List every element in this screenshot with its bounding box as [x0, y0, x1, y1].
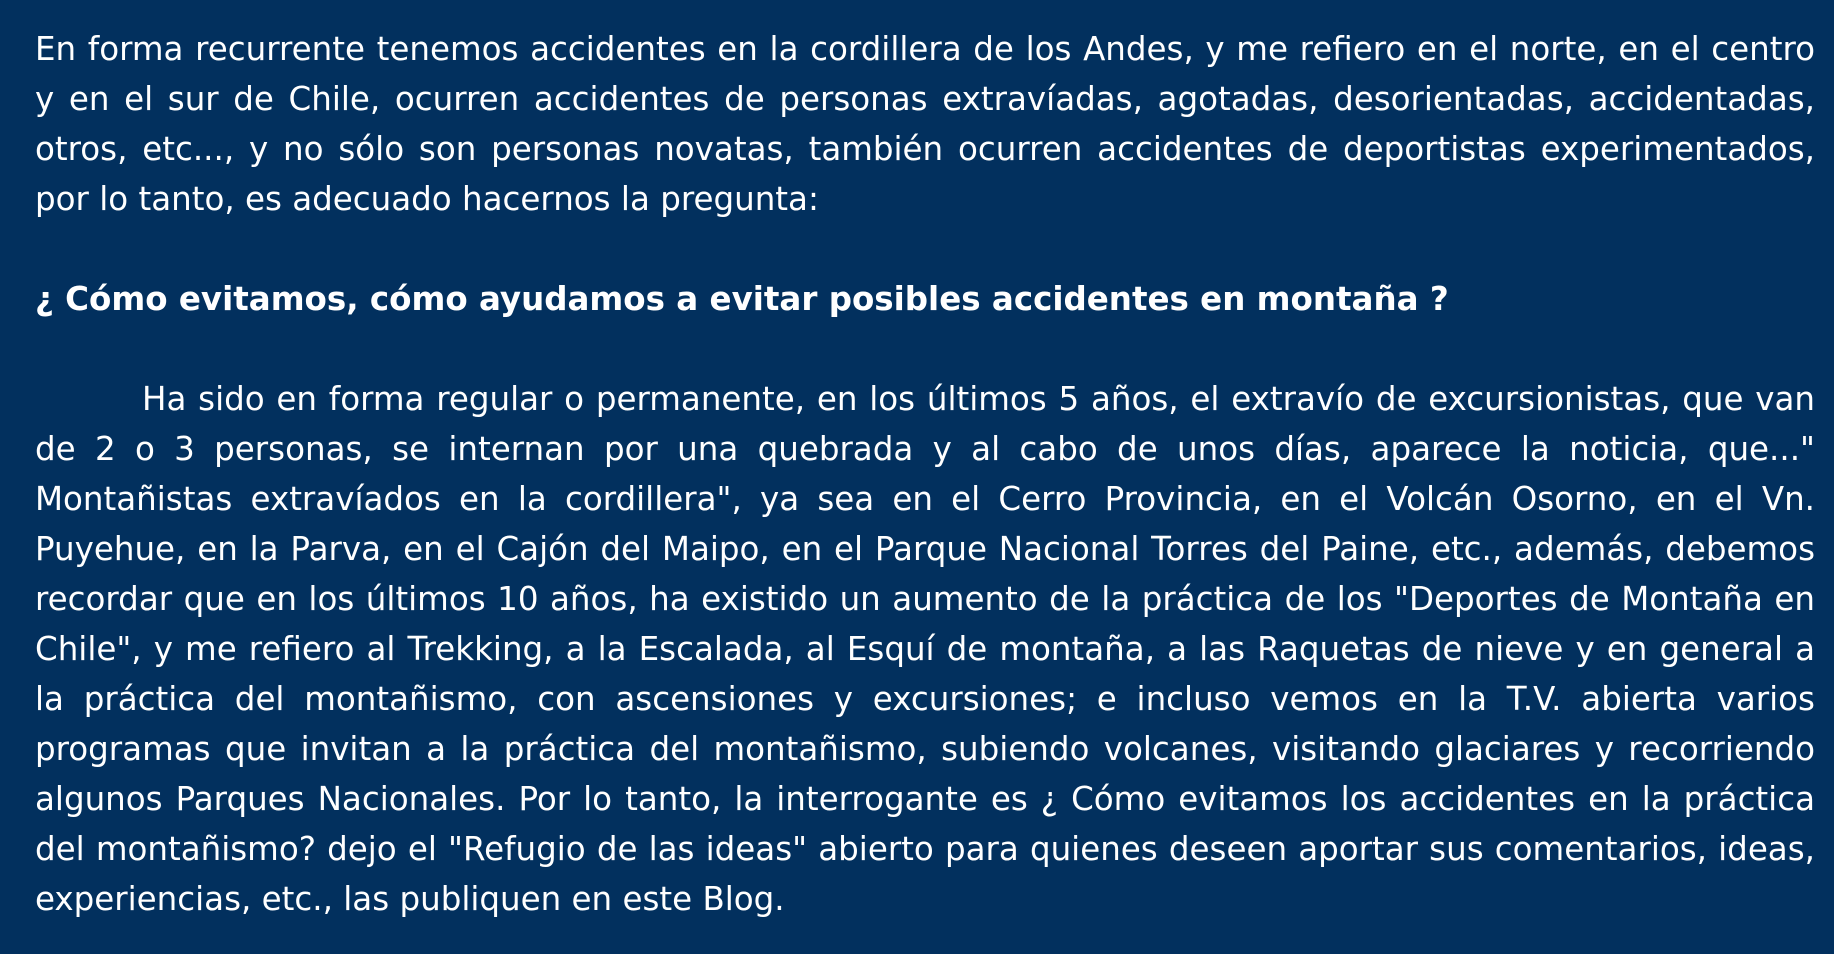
question-heading: ¿ Cómo evitamos, cómo ayudamos a evitar posibles accidentes en montaña ?	[35, 280, 1449, 318]
body-paragraph: Ha sido en forma regular o permanente, en los últimos 5 años, el extravío de excursionistas, que van de 2 o 3 personas, se internan por una quebrada y al cabo de unos días, aparece la noticia, que..." Montañistas extravíados en la cordillera", ya sea en el Cerro Provincia, en el Volcán Osorno, en el Vn. Puyehue, en la Parva, en el Cajón del Maipo, en el Parque Nacional Torres del Paine, etc., además, debemos recordar que en los últimos 10 años, ha existido un aumento de la práctica de los "Deportes de Montaña en Chile", y me refiero al Trekking, a la Escalada, al Esquí de montaña, a las Raquetas de nieve y en general a la práctica del montañismo, con ascensiones y excursiones; e incluso vemos en la T.V. abierta varios programas que invitan a la práctica del montañismo, subiendo volcanes, visitando glaciares y recorriendo algunos Parques Nacionales. Por lo tanto, la interrogante es ¿ Cómo evitamos los accidentes en la práctica del montañismo? dejo el "Refugio de las ideas" abierto para quienes deseen aportar sus comentarios, ideas, experiencias, etc., las publiquen en este Blog.	[35, 380, 1815, 918]
intro-paragraph: En forma recurrente tenemos accidentes en la cordillera de los Andes, y me refiero en el norte, en el centro y en el sur de Chile, ocurren accidentes de personas extravíadas, agotadas, desorientadas, accidentadas, otros, etc..., y no sólo son personas novatas, también ocurren accidentes de deportistas experimentados, por lo tanto, es adecuado hacernos la pregunta:	[35, 30, 1815, 218]
article-body	[35, 24, 1815, 924]
